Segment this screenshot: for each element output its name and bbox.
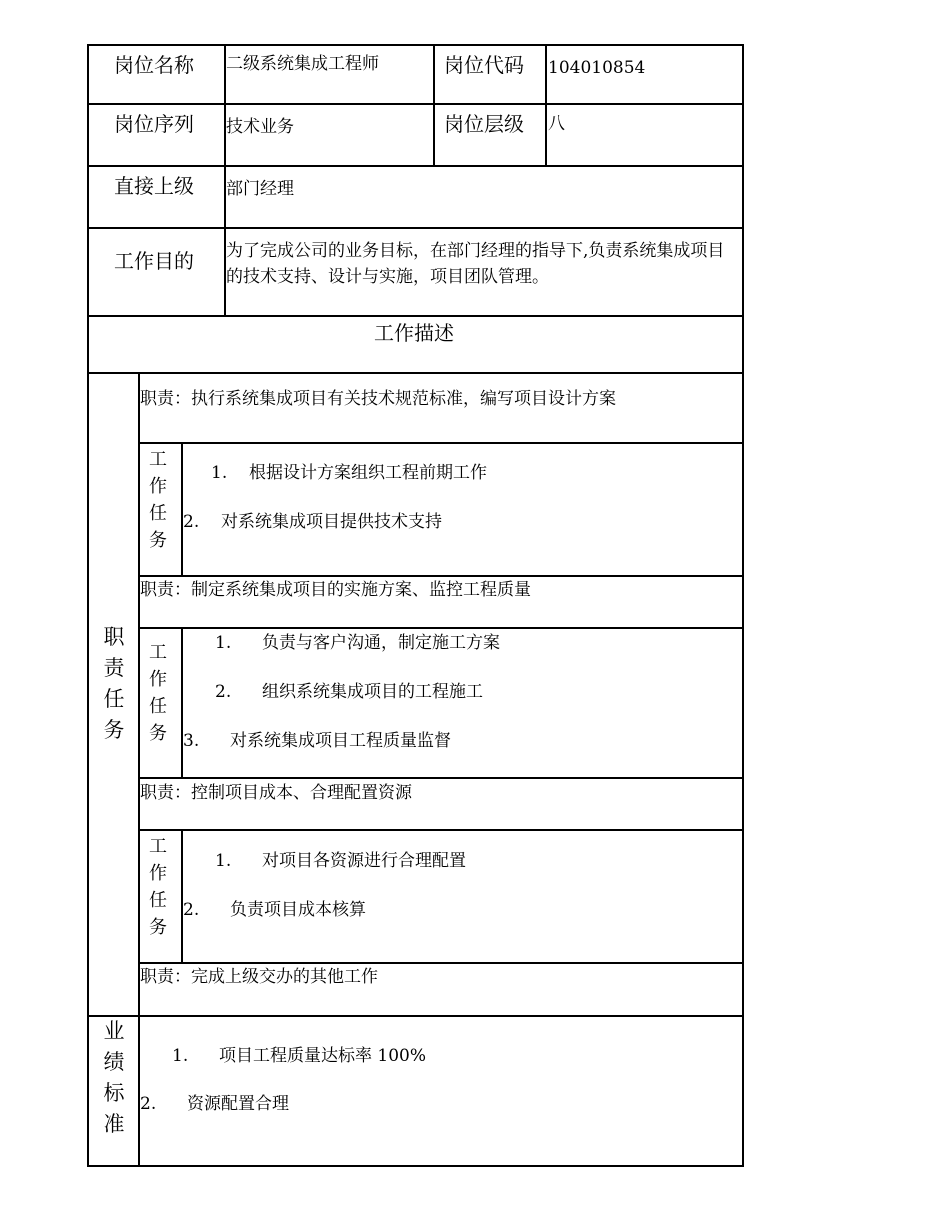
col-divider: [181, 442, 183, 577]
task-number: 2.: [183, 900, 200, 920]
duty-title: 职责：制定系统集成项目的实施方案、监控工程质量: [140, 580, 531, 600]
performance-number: 2.: [140, 1094, 157, 1114]
task-text: 对系统集成项目提供技术支持: [221, 512, 442, 532]
row-divider: [138, 442, 744, 444]
col-divider: [138, 372, 140, 1167]
col-divider: [181, 829, 183, 964]
row-divider: [87, 1015, 744, 1017]
task-label: 工作任务: [149, 836, 167, 938]
task-text: 对系统集成项目工程质量监督: [230, 731, 451, 751]
task-number: 1.: [211, 463, 228, 483]
task-text: 对项目各资源进行合理配置: [262, 851, 466, 871]
supervisor-label: 直接上级: [114, 174, 194, 198]
col-divider: [433, 44, 435, 167]
performance-text: 资源配置合理: [187, 1094, 289, 1114]
position-code-value: 104010854: [548, 58, 646, 78]
performance-number: 1.: [172, 1046, 189, 1066]
position-level-label: 岗位层级: [444, 112, 524, 136]
purpose-value: 为了完成公司的业务目标，在部门经理的指导下,负责系统集成项目的技术支持、设计与实施，项目团队管理。: [226, 241, 725, 287]
task-text: 负责与客户沟通，制定施工方案: [262, 633, 500, 653]
position-level-value: 八: [548, 114, 565, 134]
row-divider: [138, 962, 744, 964]
duty-title: 职责：控制项目成本、合理配置资源: [140, 783, 412, 803]
row-divider: [87, 103, 744, 105]
task-number: 3.: [183, 731, 200, 751]
row-divider: [138, 575, 744, 577]
col-divider: [545, 44, 547, 167]
task-number: 1.: [215, 633, 232, 653]
row-divider: [87, 315, 744, 317]
row-divider: [138, 829, 744, 831]
task-number: 1.: [215, 851, 232, 871]
table-border-left: [87, 44, 89, 1167]
position-series-label: 岗位序列: [114, 112, 194, 136]
work-description-title: 工作描述: [374, 321, 454, 345]
duties-label: 职责任务: [103, 625, 125, 742]
task-text: 负责项目成本核算: [230, 900, 366, 920]
position-code-label: 岗位代码: [444, 53, 524, 77]
position-name-value: 二级系统集成工程师: [226, 54, 379, 74]
row-divider: [138, 627, 744, 629]
duty-title: 职责：执行系统集成项目有关技术规范标准，编写项目设计方案: [140, 389, 616, 409]
table-border-bottom: [87, 1165, 744, 1167]
purpose-label: 工作目的: [114, 249, 194, 273]
task-text: 组织系统集成项目的工程施工: [262, 682, 483, 702]
row-divider: [87, 372, 744, 374]
task-number: 2.: [215, 682, 232, 702]
position-series-value: 技术业务: [226, 117, 294, 137]
row-divider: [138, 777, 744, 779]
task-text: 根据设计方案组织工程前期工作: [249, 463, 487, 483]
task-number: 2.: [183, 512, 200, 532]
task-label: 工作任务: [149, 449, 167, 551]
supervisor-value: 部门经理: [226, 179, 294, 199]
task-label: 工作任务: [149, 642, 167, 744]
position-name-label: 岗位名称: [114, 53, 194, 77]
table-border-top: [87, 44, 744, 46]
performance-text: 项目工程质量达标率 100%: [219, 1046, 427, 1066]
row-divider: [87, 227, 744, 229]
duty-title: 职责：完成上级交办的其他工作: [140, 967, 378, 987]
performance-label: 业绩标准: [103, 1019, 125, 1136]
row-divider: [87, 165, 744, 167]
table-border-right: [742, 44, 744, 1167]
col-divider: [181, 627, 183, 779]
